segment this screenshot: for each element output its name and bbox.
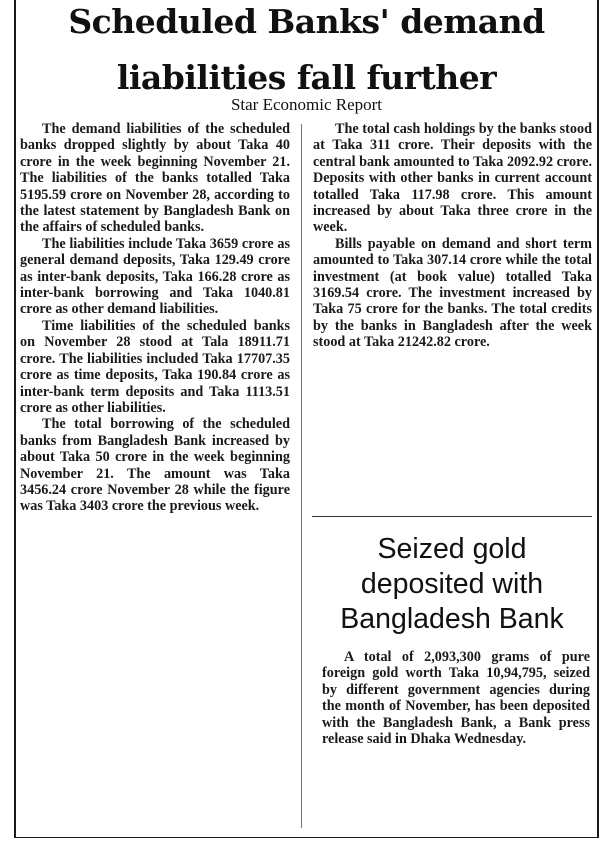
right-column (313, 121, 592, 351)
paragraph: The total borrowing of the scheduled banks from Bangladesh Bank increased by about Taka 50 crore in the week beginning November 21. The amount was Taka 3456.24 crore November 28 while the figure was Taka 3403 crore the previous week. (20, 416, 290, 515)
main-headline-line-1: Scheduled Banks' demand (68, 2, 545, 41)
sidebar-headline (304, 532, 600, 637)
byline: Star Economic Report (230, 95, 383, 114)
paragraph: A total of 2,093,300 grams of pure foreign gold worth Taka 10,94,795, seized by different government agencies during the month of November, has been deposited with the Bangladesh Bank, a Bank press release said in Dhaka Wednesday. (322, 649, 590, 748)
paragraph: Time liabilities of the scheduled banks on November 28 stood at Tala 18911.71 crore. The liabilities included Taka 17707.35 crore as time deposits, Taka 190.84 crore as inter-bank term deposits and Taka 1113.51 crore as other liabilities. (20, 317, 290, 416)
sidebar-headline-line-1: Seized gold (377, 533, 527, 565)
paragraph: The demand liabilities of the scheduled banks dropped slightly by about Taka 40 crore in the week beginning November 21. The liabilities of the banks totalled Taka 5195.59 crore on November 28, according to the latest statement by Bangladesh Bank on the affairs of scheduled banks. (20, 121, 290, 236)
sidebar-headline-line-2: deposited with (360, 568, 544, 600)
section-rule (312, 516, 592, 517)
left-column (20, 121, 290, 515)
main-headline-line-2: liabilities fall further (116, 58, 497, 97)
newspaper-clipping (14, 0, 599, 838)
sidebar-headline-line-3: Bangladesh Bank (340, 603, 564, 635)
column-divider (301, 124, 302, 828)
paragraph: Bills payable on demand and short term amounted to Taka 307.14 crore while the total investment (at book value) totalled Taka 3169.54 crore. The investment increased by Taka 75 crore for the banks. The total credits by the banks in Bangladesh after the week stood at Taka 21242.82 crore. (313, 235, 592, 351)
paragraph: The total cash holdings by the banks stood at Taka 311 crore. Their deposits with the central bank amounted to Taka 2092.92 crore. Deposits with other banks in current account totalled Taka 117.98 crore. This amount increased by about Taka three crore in the week. (313, 121, 592, 236)
paragraph: The liabilities include Taka 3659 crore as general demand deposits, Taka 129.49 crore as inter-bank deposits, Taka 166.28 crore as inter-bank borrowing and Taka 1040.81 crore as other demand liabilities. (20, 235, 290, 318)
sidebar-article-body (322, 649, 590, 747)
